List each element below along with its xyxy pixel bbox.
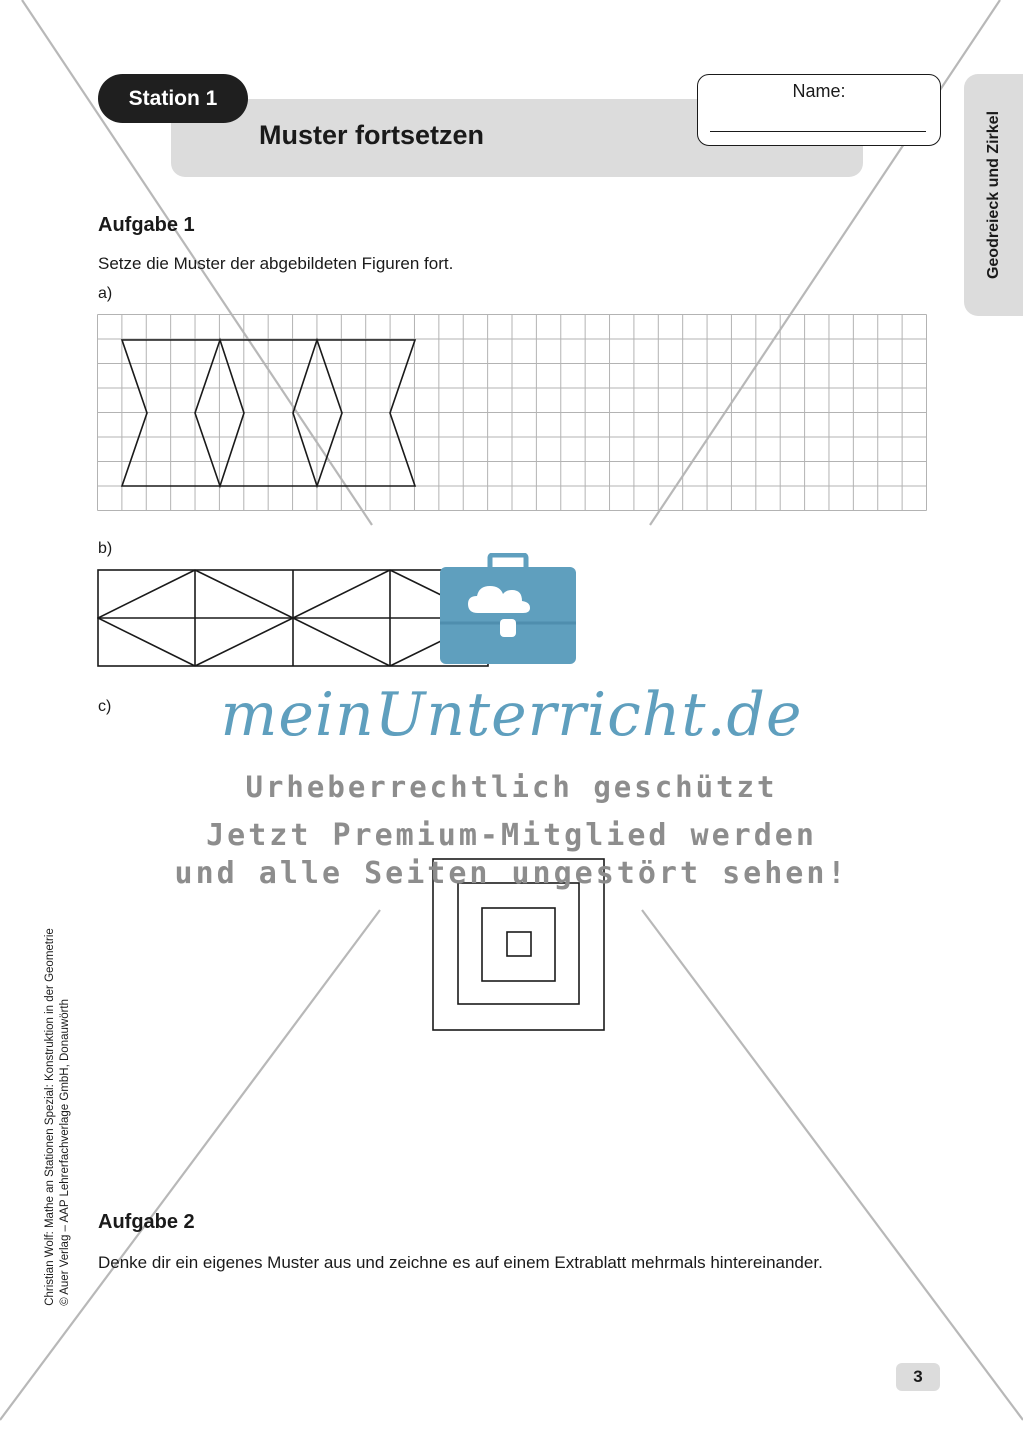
- chapter-side-tab: [964, 74, 1023, 316]
- watermark-copyright: Urheberrechtlich geschützt: [245, 770, 778, 804]
- task2-heading: Aufgabe 2: [98, 1211, 195, 1233]
- page-title: Muster fortsetzen: [259, 120, 485, 150]
- pattern-a-grid[interactable]: [97, 314, 927, 511]
- square-2: [458, 883, 579, 1004]
- part-a-label: a): [98, 285, 113, 302]
- part-c-label: c): [98, 698, 112, 715]
- chapter-label: Geodreieck und Zirkel: [985, 110, 1002, 280]
- pattern-b[interactable]: [97, 569, 491, 669]
- credit-line-1: Christian Wolf: Mathe an Stationen Spezial: Konstruktion in der Geometrie: [44, 928, 56, 1306]
- publisher-credit: [43, 928, 73, 1306]
- briefcase-cloud-icon: [438, 553, 578, 666]
- watermark-premium-2: und alle Seiten ungestört sehen!: [174, 856, 849, 891]
- square-3: [482, 908, 555, 981]
- name-line[interactable]: [710, 131, 926, 132]
- name-label: Name:: [792, 81, 846, 101]
- task2-text: Denke dir ein eigenes Muster aus und zeichne es auf einem Extrablatt mehrmals hintereinander.: [98, 1253, 823, 1272]
- task1-heading: Aufgabe 1: [98, 214, 195, 236]
- part-b-label: b): [98, 540, 113, 557]
- task1-instruction: Setze die Muster der abgebildeten Figuren fort.: [98, 254, 454, 273]
- watermark-premium-1: Jetzt Premium-Mitglied werden: [206, 818, 817, 853]
- name-box: [697, 74, 941, 146]
- credit-line-2: © Auer Verlag – AAP Lehrerfachverlage GmbH, Donauwörth: [59, 998, 71, 1306]
- page-number: 3: [896, 1363, 940, 1391]
- watermark-brand: meinUnterricht.de: [220, 680, 803, 750]
- station-badge: Station 1: [98, 74, 248, 123]
- square-4: [507, 932, 531, 956]
